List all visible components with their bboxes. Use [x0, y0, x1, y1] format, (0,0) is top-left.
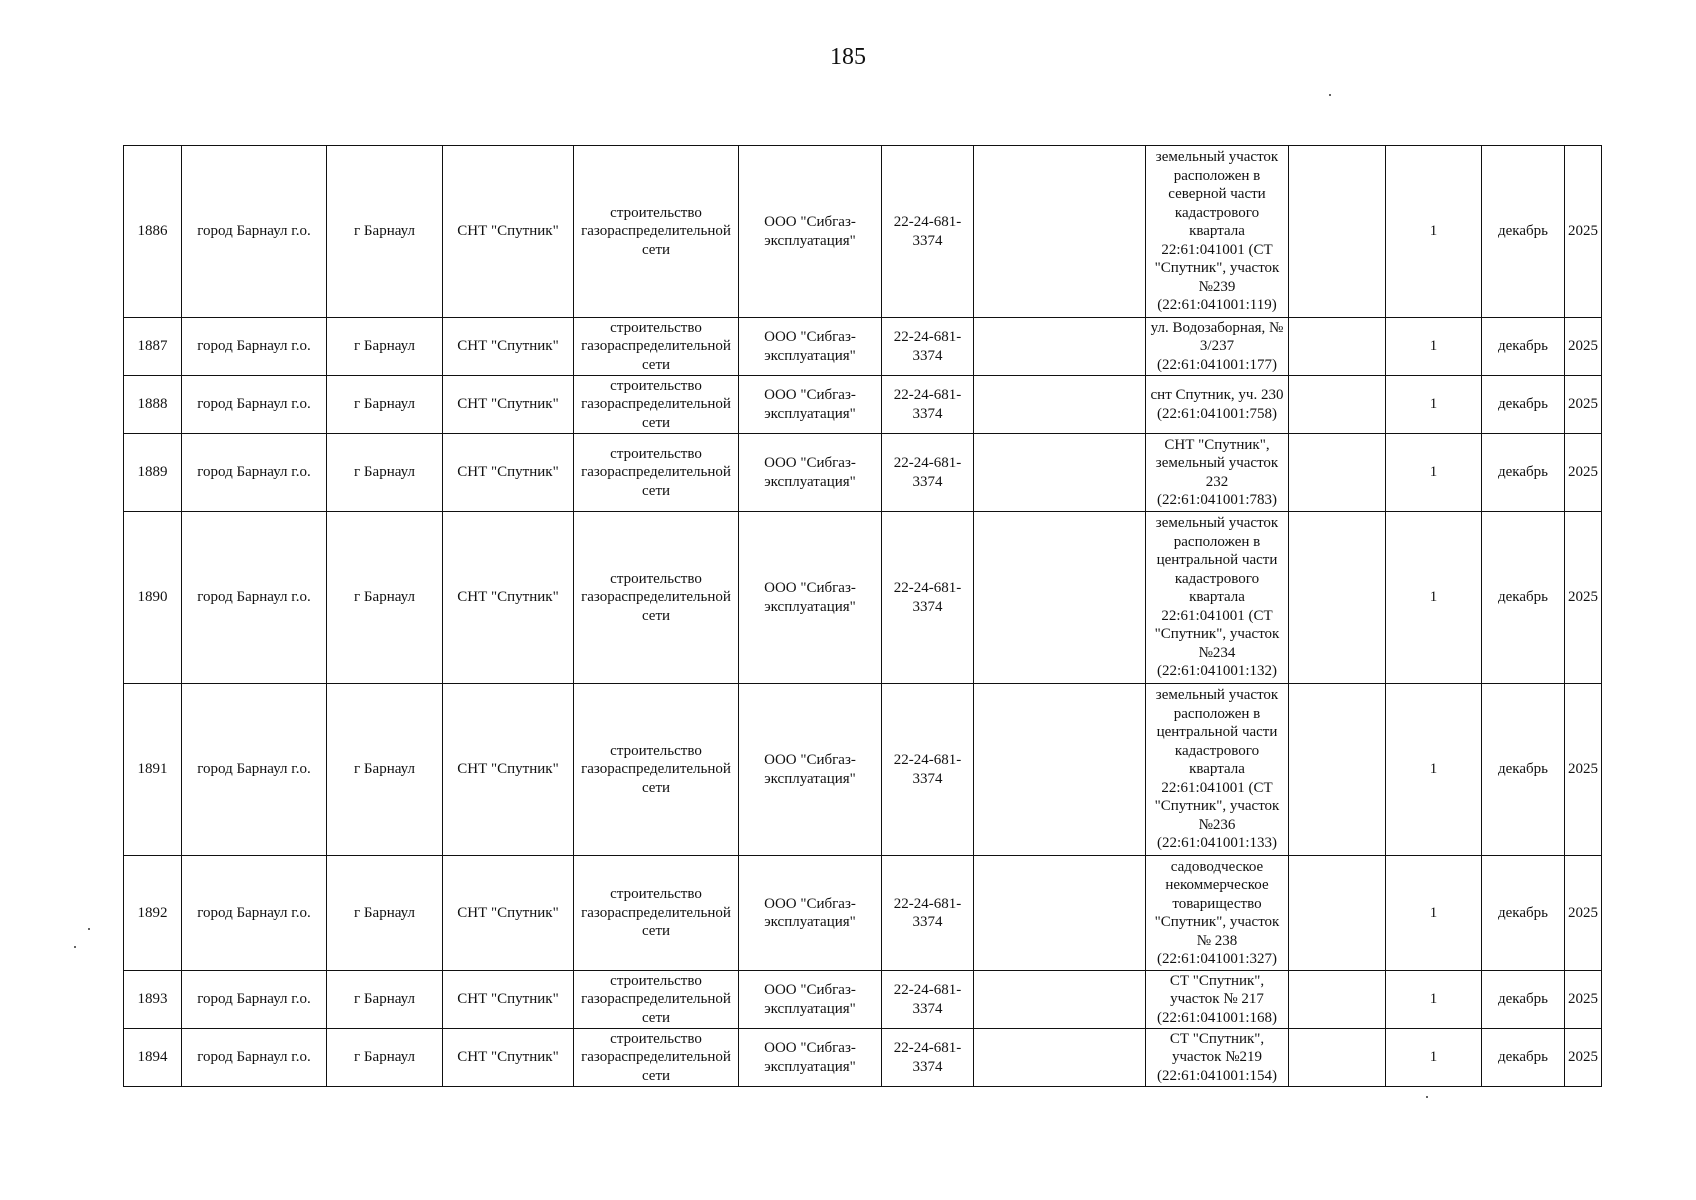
organization-id-cell: 22-24-681-3374	[882, 376, 974, 434]
address-cell: садоводческое некоммерческое товарищество "Спутник", участок № 238 (22:61:041001:327)	[1146, 856, 1289, 971]
settlement-cell: г Барнаул	[327, 512, 443, 684]
work-type-cell: строительство газораспределительной сети	[574, 318, 739, 376]
location-cell: СНТ "Спутник"	[443, 512, 574, 684]
note-cell	[974, 1029, 1146, 1087]
district-cell: город Барнаул г.о.	[182, 376, 327, 434]
year-cell: 2025	[1565, 684, 1602, 856]
table-row	[124, 146, 1602, 318]
location-cell: СНТ "Спутник"	[443, 856, 574, 971]
work-type-cell: строительство газораспределительной сети	[574, 856, 739, 971]
year-cell: 2025	[1565, 856, 1602, 971]
note-cell	[974, 318, 1146, 376]
note-cell	[974, 856, 1146, 971]
settlement-cell: г Барнаул	[327, 376, 443, 434]
table-row	[124, 376, 1602, 434]
row-number: 1894	[124, 1029, 182, 1087]
row-number: 1891	[124, 684, 182, 856]
count-cell: 1	[1386, 1029, 1482, 1087]
row-number: 1893	[124, 971, 182, 1029]
organization-id-cell: 22-24-681-3374	[882, 146, 974, 318]
settlement-cell: г Барнаул	[327, 318, 443, 376]
page-number: 185	[830, 44, 866, 70]
count-cell: 1	[1386, 146, 1482, 318]
blank-cell	[1289, 146, 1386, 318]
row-number: 1886	[124, 146, 182, 318]
address-cell: земельный участок расположен в центральной части кадастрового квартала 22:61:041001 (СТ "Спутник", участок №236 (22:61:041001:133)	[1146, 684, 1289, 856]
organization-id-cell: 22-24-681-3374	[882, 1029, 974, 1087]
year-cell: 2025	[1565, 376, 1602, 434]
organization-id-cell: 22-24-681-3374	[882, 434, 974, 512]
table-row	[124, 434, 1602, 512]
organization-cell: ООО "Сибгаз-эксплуатация"	[739, 376, 882, 434]
count-cell: 1	[1386, 318, 1482, 376]
month-cell: декабрь	[1482, 512, 1565, 684]
address-cell: земельный участок расположен в северной части кадастрового квартала 22:61:041001 (СТ "Спутник", участок №239 (22:61:041001:119)	[1146, 146, 1289, 318]
month-cell: декабрь	[1482, 684, 1565, 856]
organization-cell: ООО "Сибгаз-эксплуатация"	[739, 684, 882, 856]
location-cell: СНТ "Спутник"	[443, 146, 574, 318]
month-cell: декабрь	[1482, 856, 1565, 971]
address-cell: СТ "Спутник", участок №219 (22:61:041001:154)	[1146, 1029, 1289, 1087]
blank-cell	[1289, 512, 1386, 684]
count-cell: 1	[1386, 512, 1482, 684]
note-cell	[974, 684, 1146, 856]
scan-speck	[1426, 1096, 1428, 1098]
year-cell: 2025	[1565, 146, 1602, 318]
district-cell: город Барнаул г.о.	[182, 146, 327, 318]
note-cell	[974, 146, 1146, 318]
count-cell: 1	[1386, 856, 1482, 971]
scan-speck	[1329, 94, 1331, 96]
scan-speck	[74, 946, 76, 948]
scan-speck	[88, 928, 90, 930]
organization-id-cell: 22-24-681-3374	[882, 512, 974, 684]
count-cell: 1	[1386, 684, 1482, 856]
location-cell: СНТ "Спутник"	[443, 376, 574, 434]
registry-table	[123, 145, 1602, 1087]
district-cell: город Барнаул г.о.	[182, 971, 327, 1029]
address-cell: СТ "Спутник", участок № 217 (22:61:041001:168)	[1146, 971, 1289, 1029]
organization-id-cell: 22-24-681-3374	[882, 856, 974, 971]
work-type-cell: строительство газораспределительной сети	[574, 971, 739, 1029]
table-row	[124, 512, 1602, 684]
month-cell: декабрь	[1482, 1029, 1565, 1087]
organization-cell: ООО "Сибгаз-эксплуатация"	[739, 971, 882, 1029]
blank-cell	[1289, 1029, 1386, 1087]
settlement-cell: г Барнаул	[327, 684, 443, 856]
month-cell: декабрь	[1482, 146, 1565, 318]
year-cell: 2025	[1565, 1029, 1602, 1087]
work-type-cell: строительство газораспределительной сети	[574, 512, 739, 684]
work-type-cell: строительство газораспределительной сети	[574, 146, 739, 318]
work-type-cell: строительство газораспределительной сети	[574, 376, 739, 434]
work-type-cell: строительство газораспределительной сети	[574, 1029, 739, 1087]
month-cell: декабрь	[1482, 318, 1565, 376]
note-cell	[974, 512, 1146, 684]
row-number: 1888	[124, 376, 182, 434]
settlement-cell: г Барнаул	[327, 146, 443, 318]
settlement-cell: г Барнаул	[327, 856, 443, 971]
organization-cell: ООО "Сибгаз-эксплуатация"	[739, 146, 882, 318]
blank-cell	[1289, 856, 1386, 971]
district-cell: город Барнаул г.о.	[182, 318, 327, 376]
table-row	[124, 971, 1602, 1029]
row-number: 1889	[124, 434, 182, 512]
note-cell	[974, 376, 1146, 434]
organization-cell: ООО "Сибгаз-эксплуатация"	[739, 512, 882, 684]
organization-cell: ООО "Сибгаз-эксплуатация"	[739, 856, 882, 971]
work-type-cell: строительство газораспределительной сети	[574, 434, 739, 512]
month-cell: декабрь	[1482, 434, 1565, 512]
blank-cell	[1289, 971, 1386, 1029]
address-cell: земельный участок расположен в центральной части кадастрового квартала 22:61:041001 (СТ "Спутник", участок №234 (22:61:041001:132)	[1146, 512, 1289, 684]
settlement-cell: г Барнаул	[327, 1029, 443, 1087]
row-number: 1890	[124, 512, 182, 684]
address-cell: снт Спутник, уч. 230 (22:61:041001:758)	[1146, 376, 1289, 434]
row-number: 1892	[124, 856, 182, 971]
settlement-cell: г Барнаул	[327, 434, 443, 512]
table-row	[124, 318, 1602, 376]
organization-id-cell: 22-24-681-3374	[882, 971, 974, 1029]
district-cell: город Барнаул г.о.	[182, 512, 327, 684]
organization-cell: ООО "Сибгаз-эксплуатация"	[739, 318, 882, 376]
year-cell: 2025	[1565, 318, 1602, 376]
organization-id-cell: 22-24-681-3374	[882, 318, 974, 376]
location-cell: СНТ "Спутник"	[443, 971, 574, 1029]
month-cell: декабрь	[1482, 971, 1565, 1029]
organization-cell: ООО "Сибгаз-эксплуатация"	[739, 434, 882, 512]
table-row	[124, 856, 1602, 971]
blank-cell	[1289, 434, 1386, 512]
count-cell: 1	[1386, 971, 1482, 1029]
district-cell: город Барнаул г.о.	[182, 434, 327, 512]
location-cell: СНТ "Спутник"	[443, 684, 574, 856]
district-cell: город Барнаул г.о.	[182, 1029, 327, 1087]
district-cell: город Барнаул г.о.	[182, 684, 327, 856]
count-cell: 1	[1386, 376, 1482, 434]
year-cell: 2025	[1565, 434, 1602, 512]
year-cell: 2025	[1565, 512, 1602, 684]
location-cell: СНТ "Спутник"	[443, 434, 574, 512]
settlement-cell: г Барнаул	[327, 971, 443, 1029]
year-cell: 2025	[1565, 971, 1602, 1029]
blank-cell	[1289, 318, 1386, 376]
address-cell: ул. Водозаборная, № 3/237 (22:61:041001:177)	[1146, 318, 1289, 376]
organization-id-cell: 22-24-681-3374	[882, 684, 974, 856]
month-cell: декабрь	[1482, 376, 1565, 434]
location-cell: СНТ "Спутник"	[443, 318, 574, 376]
table-row	[124, 1029, 1602, 1087]
district-cell: город Барнаул г.о.	[182, 856, 327, 971]
row-number: 1887	[124, 318, 182, 376]
blank-cell	[1289, 684, 1386, 856]
count-cell: 1	[1386, 434, 1482, 512]
table-row	[124, 684, 1602, 856]
note-cell	[974, 434, 1146, 512]
note-cell	[974, 971, 1146, 1029]
organization-cell: ООО "Сибгаз-эксплуатация"	[739, 1029, 882, 1087]
address-cell: СНТ "Спутник", земельный участок 232 (22:61:041001:783)	[1146, 434, 1289, 512]
work-type-cell: строительство газораспределительной сети	[574, 684, 739, 856]
blank-cell	[1289, 376, 1386, 434]
location-cell: СНТ "Спутник"	[443, 1029, 574, 1087]
